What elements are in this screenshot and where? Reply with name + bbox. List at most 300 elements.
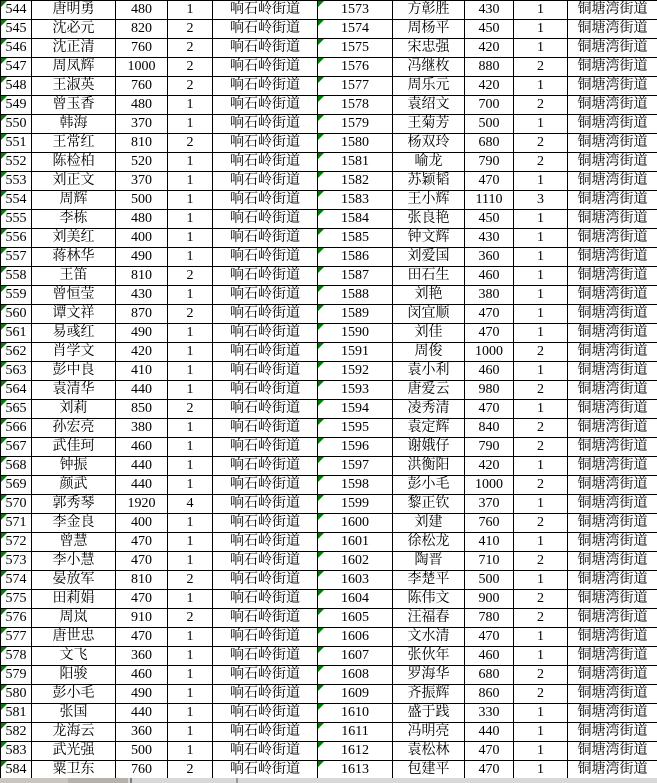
cell-id[interactable]: 544 xyxy=(1,1,32,20)
cell-count[interactable]: 2 xyxy=(168,761,213,780)
cell-name[interactable]: 周凤辉 xyxy=(32,58,116,77)
cell-district[interactable]: 响石岭街道 xyxy=(213,96,318,115)
cell-id[interactable]: 547 xyxy=(1,58,32,77)
cell-count[interactable]: 1 xyxy=(168,381,213,400)
cell-count[interactable]: 2 xyxy=(514,96,568,115)
cell-name[interactable]: 陶晋 xyxy=(393,552,465,571)
cell-name[interactable]: 周俊 xyxy=(393,343,465,362)
cell-name[interactable]: 文飞 xyxy=(32,647,116,666)
cell-name[interactable]: 陈检柏 xyxy=(32,153,116,172)
cell-district[interactable]: 响石岭街道 xyxy=(213,343,318,362)
cell-count[interactable]: 1 xyxy=(514,1,568,20)
cell-id[interactable]: 546 xyxy=(1,39,32,58)
cell-count[interactable]: 2 xyxy=(168,39,213,58)
cell-amount[interactable]: 790 xyxy=(465,438,514,457)
bottom-scrollbar-strip[interactable] xyxy=(0,778,657,783)
cell-district[interactable]: 铜塘湾街道 xyxy=(568,77,657,96)
cell-name[interactable]: 王小辉 xyxy=(393,191,465,210)
cell-id[interactable]: 1600 xyxy=(318,514,393,533)
cell-amount[interactable]: 470 xyxy=(116,533,168,552)
cell-district[interactable]: 铜塘湾街道 xyxy=(568,267,657,286)
cell-name[interactable]: 王笛 xyxy=(32,267,116,286)
cell-count[interactable]: 2 xyxy=(514,381,568,400)
cell-count[interactable]: 1 xyxy=(168,704,213,723)
cell-count[interactable]: 1 xyxy=(168,476,213,495)
cell-id[interactable]: 1598 xyxy=(318,476,393,495)
cell-amount[interactable]: 440 xyxy=(465,723,514,742)
cell-district[interactable]: 铜塘湾街道 xyxy=(568,514,657,533)
cell-id[interactable]: 1591 xyxy=(318,343,393,362)
cell-amount[interactable]: 380 xyxy=(116,419,168,438)
cell-name[interactable]: 曾恒莹 xyxy=(32,286,116,305)
cell-name[interactable]: 文水清 xyxy=(393,628,465,647)
cell-count[interactable]: 2 xyxy=(514,343,568,362)
cell-id[interactable]: 1587 xyxy=(318,267,393,286)
cell-amount[interactable]: 470 xyxy=(465,324,514,343)
cell-id[interactable]: 1575 xyxy=(318,39,393,58)
cell-count[interactable]: 1 xyxy=(514,533,568,552)
cell-amount[interactable]: 860 xyxy=(465,685,514,704)
cell-amount[interactable]: 430 xyxy=(465,229,514,248)
cell-amount[interactable]: 470 xyxy=(465,628,514,647)
cell-district[interactable]: 铜塘湾街道 xyxy=(568,229,657,248)
cell-district[interactable]: 铜塘湾街道 xyxy=(568,115,657,134)
cell-district[interactable]: 响石岭街道 xyxy=(213,39,318,58)
cell-amount[interactable]: 460 xyxy=(116,438,168,457)
cell-district[interactable]: 铜塘湾街道 xyxy=(568,723,657,742)
cell-amount[interactable]: 440 xyxy=(116,476,168,495)
cell-amount[interactable]: 360 xyxy=(116,647,168,666)
cell-name[interactable]: 李楚平 xyxy=(393,571,465,590)
cell-district[interactable]: 铜塘湾街道 xyxy=(568,571,657,590)
cell-district[interactable]: 铜塘湾街道 xyxy=(568,96,657,115)
cell-amount[interactable]: 760 xyxy=(116,77,168,96)
cell-id[interactable]: 578 xyxy=(1,647,32,666)
cell-id[interactable]: 1606 xyxy=(318,628,393,647)
cell-count[interactable]: 2 xyxy=(168,267,213,286)
cell-id[interactable]: 558 xyxy=(1,267,32,286)
cell-count[interactable]: 2 xyxy=(514,685,568,704)
cell-count[interactable]: 1 xyxy=(514,286,568,305)
cell-count[interactable]: 1 xyxy=(168,362,213,381)
cell-amount[interactable]: 430 xyxy=(116,286,168,305)
cell-name[interactable]: 张良艳 xyxy=(393,210,465,229)
cell-district[interactable]: 铜塘湾街道 xyxy=(568,400,657,419)
cell-count[interactable]: 4 xyxy=(168,495,213,514)
cell-district[interactable]: 铜塘湾街道 xyxy=(568,704,657,723)
cell-name[interactable]: 谢娥仔 xyxy=(393,438,465,457)
cell-count[interactable]: 1 xyxy=(168,191,213,210)
cell-amount[interactable]: 500 xyxy=(116,191,168,210)
cell-name[interactable]: 李金良 xyxy=(32,514,116,533)
cell-id[interactable]: 1574 xyxy=(318,20,393,39)
cell-district[interactable]: 铜塘湾街道 xyxy=(568,343,657,362)
cell-district[interactable]: 响石岭街道 xyxy=(213,666,318,685)
cell-id[interactable]: 560 xyxy=(1,305,32,324)
cell-district[interactable]: 铜塘湾街道 xyxy=(568,362,657,381)
cell-id[interactable]: 559 xyxy=(1,286,32,305)
cell-district[interactable]: 响石岭街道 xyxy=(213,134,318,153)
cell-id[interactable]: 564 xyxy=(1,381,32,400)
cell-count[interactable]: 1 xyxy=(514,210,568,229)
cell-amount[interactable]: 490 xyxy=(116,248,168,267)
cell-amount[interactable]: 790 xyxy=(465,153,514,172)
cell-amount[interactable]: 370 xyxy=(116,115,168,134)
cell-count[interactable]: 2 xyxy=(514,419,568,438)
cell-count[interactable]: 1 xyxy=(514,457,568,476)
cell-id[interactable]: 1594 xyxy=(318,400,393,419)
cell-amount[interactable]: 440 xyxy=(116,381,168,400)
cell-id[interactable]: 1583 xyxy=(318,191,393,210)
cell-district[interactable]: 响石岭街道 xyxy=(213,590,318,609)
cell-amount[interactable]: 520 xyxy=(116,153,168,172)
cell-count[interactable]: 1 xyxy=(514,761,568,780)
cell-id[interactable]: 566 xyxy=(1,419,32,438)
cell-district[interactable]: 响石岭街道 xyxy=(213,419,318,438)
cell-count[interactable]: 1 xyxy=(514,362,568,381)
cell-id[interactable]: 551 xyxy=(1,134,32,153)
cell-count[interactable]: 2 xyxy=(168,20,213,39)
cell-id[interactable]: 568 xyxy=(1,457,32,476)
cell-name[interactable]: 易彧红 xyxy=(32,324,116,343)
cell-district[interactable]: 铜塘湾街道 xyxy=(568,20,657,39)
cell-district[interactable]: 响石岭街道 xyxy=(213,286,318,305)
cell-id[interactable]: 1611 xyxy=(318,723,393,742)
cell-district[interactable]: 铜塘湾街道 xyxy=(568,476,657,495)
cell-amount[interactable]: 470 xyxy=(465,172,514,191)
cell-amount[interactable]: 850 xyxy=(116,400,168,419)
cell-id[interactable]: 574 xyxy=(1,571,32,590)
cell-amount[interactable]: 980 xyxy=(465,381,514,400)
cell-id[interactable]: 571 xyxy=(1,514,32,533)
cell-count[interactable]: 2 xyxy=(168,77,213,96)
cell-amount[interactable]: 680 xyxy=(465,134,514,153)
cell-count[interactable]: 1 xyxy=(514,704,568,723)
cell-amount[interactable]: 470 xyxy=(465,761,514,780)
cell-id[interactable]: 1590 xyxy=(318,324,393,343)
cell-name[interactable]: 彭小毛 xyxy=(32,685,116,704)
cell-id[interactable]: 581 xyxy=(1,704,32,723)
cell-count[interactable]: 1 xyxy=(168,533,213,552)
cell-district[interactable]: 铜塘湾街道 xyxy=(568,628,657,647)
cell-district[interactable]: 响石岭街道 xyxy=(213,400,318,419)
cell-id[interactable]: 1579 xyxy=(318,115,393,134)
cell-name[interactable]: 刘艳 xyxy=(393,286,465,305)
cell-district[interactable]: 铜塘湾街道 xyxy=(568,1,657,20)
cell-count[interactable]: 1 xyxy=(168,685,213,704)
cell-amount[interactable]: 440 xyxy=(116,457,168,476)
cell-district[interactable]: 响石岭街道 xyxy=(213,704,318,723)
cell-count[interactable]: 2 xyxy=(168,609,213,628)
cell-amount[interactable]: 380 xyxy=(465,286,514,305)
cell-name[interactable]: 刘佳 xyxy=(393,324,465,343)
cell-count[interactable]: 1 xyxy=(514,571,568,590)
cell-amount[interactable]: 760 xyxy=(116,39,168,58)
cell-amount[interactable]: 1000 xyxy=(465,343,514,362)
cell-district[interactable]: 铜塘湾街道 xyxy=(568,134,657,153)
cell-count[interactable]: 2 xyxy=(168,400,213,419)
cell-count[interactable]: 1 xyxy=(514,628,568,647)
cell-id[interactable]: 576 xyxy=(1,609,32,628)
cell-district[interactable]: 铜塘湾街道 xyxy=(568,552,657,571)
cell-count[interactable]: 2 xyxy=(168,134,213,153)
cell-name[interactable]: 喻龙 xyxy=(393,153,465,172)
cell-id[interactable]: 1580 xyxy=(318,134,393,153)
cell-amount[interactable]: 420 xyxy=(465,77,514,96)
cell-count[interactable]: 1 xyxy=(168,210,213,229)
cell-district[interactable]: 响石岭街道 xyxy=(213,20,318,39)
cell-district[interactable]: 响石岭街道 xyxy=(213,609,318,628)
cell-id[interactable]: 1599 xyxy=(318,495,393,514)
cell-district[interactable]: 响石岭街道 xyxy=(213,438,318,457)
cell-amount[interactable]: 420 xyxy=(465,39,514,58)
cell-id[interactable]: 1589 xyxy=(318,305,393,324)
cell-name[interactable]: 袁定辉 xyxy=(393,419,465,438)
cell-amount[interactable]: 470 xyxy=(116,552,168,571)
cell-count[interactable]: 1 xyxy=(168,647,213,666)
cell-count[interactable]: 2 xyxy=(514,552,568,571)
cell-district[interactable]: 响石岭街道 xyxy=(213,381,318,400)
cell-amount[interactable]: 810 xyxy=(116,571,168,590)
cell-id[interactable]: 584 xyxy=(1,761,32,780)
cell-amount[interactable]: 500 xyxy=(116,742,168,761)
cell-name[interactable]: 唐爱云 xyxy=(393,381,465,400)
cell-district[interactable]: 响石岭街道 xyxy=(213,495,318,514)
cell-count[interactable]: 2 xyxy=(514,590,568,609)
cell-name[interactable]: 孙宏亮 xyxy=(32,419,116,438)
cell-id[interactable]: 1602 xyxy=(318,552,393,571)
cell-count[interactable]: 1 xyxy=(168,153,213,172)
cell-amount[interactable]: 360 xyxy=(116,723,168,742)
cell-amount[interactable]: 810 xyxy=(116,267,168,286)
cell-count[interactable]: 1 xyxy=(514,77,568,96)
cell-district[interactable]: 响石岭街道 xyxy=(213,533,318,552)
cell-id[interactable]: 1608 xyxy=(318,666,393,685)
cell-name[interactable]: 凌秀清 xyxy=(393,400,465,419)
cell-id[interactable]: 1588 xyxy=(318,286,393,305)
cell-district[interactable]: 铜塘湾街道 xyxy=(568,381,657,400)
cell-amount[interactable]: 360 xyxy=(465,248,514,267)
cell-district[interactable]: 响石岭街道 xyxy=(213,305,318,324)
cell-count[interactable]: 1 xyxy=(514,248,568,267)
cell-count[interactable]: 1 xyxy=(514,742,568,761)
cell-count[interactable]: 1 xyxy=(168,343,213,362)
cell-amount[interactable]: 780 xyxy=(465,609,514,628)
cell-name[interactable]: 闵宜顺 xyxy=(393,305,465,324)
cell-id[interactable]: 556 xyxy=(1,229,32,248)
cell-count[interactable]: 1 xyxy=(168,552,213,571)
cell-district[interactable]: 铜塘湾街道 xyxy=(568,286,657,305)
cell-district[interactable]: 响石岭街道 xyxy=(213,191,318,210)
cell-amount[interactable]: 470 xyxy=(465,400,514,419)
cell-name[interactable]: 唐明勇 xyxy=(32,1,116,20)
cell-district[interactable]: 响石岭街道 xyxy=(213,172,318,191)
cell-district[interactable]: 铜塘湾街道 xyxy=(568,533,657,552)
cell-name[interactable]: 韩海 xyxy=(32,115,116,134)
cell-amount[interactable]: 820 xyxy=(116,20,168,39)
cell-name[interactable]: 曾慧 xyxy=(32,533,116,552)
cell-district[interactable]: 铜塘湾街道 xyxy=(568,39,657,58)
cell-count[interactable]: 1 xyxy=(514,723,568,742)
cell-district[interactable]: 响石岭街道 xyxy=(213,514,318,533)
cell-district[interactable]: 响石岭街道 xyxy=(213,58,318,77)
cell-amount[interactable]: 490 xyxy=(116,685,168,704)
cell-id[interactable]: 582 xyxy=(1,723,32,742)
cell-count[interactable]: 2 xyxy=(514,609,568,628)
cell-count[interactable]: 1 xyxy=(514,495,568,514)
cell-district[interactable]: 铜塘湾街道 xyxy=(568,324,657,343)
cell-id[interactable]: 1596 xyxy=(318,438,393,457)
cell-name[interactable]: 粟卫东 xyxy=(32,761,116,780)
cell-id[interactable]: 1577 xyxy=(318,77,393,96)
cell-id[interactable]: 1578 xyxy=(318,96,393,115)
cell-district[interactable]: 铜塘湾街道 xyxy=(568,457,657,476)
cell-count[interactable]: 2 xyxy=(514,58,568,77)
cell-id[interactable]: 1586 xyxy=(318,248,393,267)
cell-district[interactable]: 响石岭街道 xyxy=(213,229,318,248)
cell-amount[interactable]: 760 xyxy=(465,514,514,533)
cell-name[interactable]: 周岚 xyxy=(32,609,116,628)
cell-amount[interactable]: 330 xyxy=(465,704,514,723)
cell-id[interactable]: 583 xyxy=(1,742,32,761)
cell-amount[interactable]: 480 xyxy=(116,210,168,229)
cell-name[interactable]: 包建平 xyxy=(393,761,465,780)
cell-amount[interactable]: 480 xyxy=(116,1,168,20)
cell-name[interactable]: 沈必元 xyxy=(32,20,116,39)
cell-count[interactable]: 1 xyxy=(514,20,568,39)
cell-amount[interactable]: 420 xyxy=(116,343,168,362)
cell-name[interactable]: 彭小毛 xyxy=(393,476,465,495)
cell-name[interactable]: 徐松龙 xyxy=(393,533,465,552)
cell-count[interactable]: 1 xyxy=(514,229,568,248)
cell-count[interactable]: 2 xyxy=(514,476,568,495)
cell-name[interactable]: 刘建 xyxy=(393,514,465,533)
cell-id[interactable]: 1607 xyxy=(318,647,393,666)
cell-count[interactable]: 1 xyxy=(168,590,213,609)
cell-id[interactable]: 1593 xyxy=(318,381,393,400)
cell-amount[interactable]: 370 xyxy=(116,172,168,191)
cell-amount[interactable]: 410 xyxy=(465,533,514,552)
cell-count[interactable]: 1 xyxy=(514,324,568,343)
cell-district[interactable]: 响石岭街道 xyxy=(213,761,318,780)
cell-id[interactable]: 1584 xyxy=(318,210,393,229)
sheet-tab-segment[interactable] xyxy=(0,778,68,783)
cell-name[interactable]: 苏颖韬 xyxy=(393,172,465,191)
cell-count[interactable]: 1 xyxy=(168,628,213,647)
cell-amount[interactable]: 400 xyxy=(116,229,168,248)
cell-count[interactable]: 1 xyxy=(168,229,213,248)
cell-amount[interactable]: 410 xyxy=(116,362,168,381)
cell-id[interactable]: 561 xyxy=(1,324,32,343)
cell-amount[interactable]: 910 xyxy=(116,609,168,628)
cell-amount[interactable]: 370 xyxy=(465,495,514,514)
cell-name[interactable]: 方彰胜 xyxy=(393,1,465,20)
cell-name[interactable]: 武光强 xyxy=(32,742,116,761)
cell-amount[interactable]: 470 xyxy=(465,305,514,324)
cell-district[interactable]: 响石岭街道 xyxy=(213,77,318,96)
cell-count[interactable]: 1 xyxy=(168,96,213,115)
cell-amount[interactable]: 760 xyxy=(116,761,168,780)
cell-amount[interactable]: 480 xyxy=(116,96,168,115)
cell-count[interactable]: 1 xyxy=(514,267,568,286)
cell-name[interactable]: 王常红 xyxy=(32,134,116,153)
cell-district[interactable]: 响石岭街道 xyxy=(213,476,318,495)
cell-district[interactable]: 铜塘湾街道 xyxy=(568,191,657,210)
cell-id[interactable]: 554 xyxy=(1,191,32,210)
cell-name[interactable]: 陈伟文 xyxy=(393,590,465,609)
cell-name[interactable]: 钟振 xyxy=(32,457,116,476)
cell-id[interactable]: 1592 xyxy=(318,362,393,381)
cell-name[interactable]: 洪衡阳 xyxy=(393,457,465,476)
cell-district[interactable]: 铜塘湾街道 xyxy=(568,590,657,609)
cell-count[interactable]: 1 xyxy=(514,647,568,666)
cell-district[interactable]: 铜塘湾街道 xyxy=(568,153,657,172)
cell-name[interactable]: 晏放军 xyxy=(32,571,116,590)
cell-amount[interactable]: 470 xyxy=(465,742,514,761)
cell-count[interactable]: 3 xyxy=(514,191,568,210)
cell-name[interactable]: 沈正清 xyxy=(32,39,116,58)
cell-district[interactable]: 响石岭街道 xyxy=(213,362,318,381)
cell-name[interactable]: 肖学文 xyxy=(32,343,116,362)
cell-name[interactable]: 宋忠强 xyxy=(393,39,465,58)
cell-name[interactable]: 张国 xyxy=(32,704,116,723)
cell-count[interactable]: 1 xyxy=(168,666,213,685)
cell-id[interactable]: 1601 xyxy=(318,533,393,552)
cell-amount[interactable]: 460 xyxy=(465,647,514,666)
cell-amount[interactable]: 470 xyxy=(116,628,168,647)
cell-count[interactable]: 1 xyxy=(168,115,213,134)
cell-district[interactable]: 铜塘湾街道 xyxy=(568,419,657,438)
cell-id[interactable]: 573 xyxy=(1,552,32,571)
cell-district[interactable]: 铜塘湾街道 xyxy=(568,761,657,780)
cell-district[interactable]: 铜塘湾街道 xyxy=(568,210,657,229)
cell-amount[interactable]: 880 xyxy=(465,58,514,77)
cell-name[interactable]: 刘美红 xyxy=(32,229,116,248)
cell-name[interactable]: 袁清华 xyxy=(32,381,116,400)
cell-name[interactable]: 曾玉香 xyxy=(32,96,116,115)
cell-id[interactable]: 555 xyxy=(1,210,32,229)
cell-amount[interactable]: 840 xyxy=(465,419,514,438)
cell-id[interactable]: 1613 xyxy=(318,761,393,780)
cell-id[interactable]: 570 xyxy=(1,495,32,514)
cell-name[interactable]: 谭文祥 xyxy=(32,305,116,324)
cell-district[interactable]: 响石岭街道 xyxy=(213,324,318,343)
cell-amount[interactable]: 500 xyxy=(465,571,514,590)
cell-amount[interactable]: 810 xyxy=(116,134,168,153)
cell-district[interactable]: 响石岭街道 xyxy=(213,210,318,229)
cell-amount[interactable]: 1110 xyxy=(465,191,514,210)
cell-id[interactable]: 577 xyxy=(1,628,32,647)
cell-count[interactable]: 1 xyxy=(168,742,213,761)
cell-count[interactable]: 1 xyxy=(168,723,213,742)
cell-id[interactable]: 557 xyxy=(1,248,32,267)
cell-count[interactable]: 1 xyxy=(514,305,568,324)
cell-name[interactable]: 周辉 xyxy=(32,191,116,210)
cell-amount[interactable]: 420 xyxy=(465,457,514,476)
cell-count[interactable]: 1 xyxy=(514,115,568,134)
cell-id[interactable]: 1582 xyxy=(318,172,393,191)
cell-name[interactable]: 黎正钦 xyxy=(393,495,465,514)
cell-name[interactable]: 刘莉 xyxy=(32,400,116,419)
cell-count[interactable]: 2 xyxy=(168,571,213,590)
cell-name[interactable]: 冯继枚 xyxy=(393,58,465,77)
cell-name[interactable]: 杨双玲 xyxy=(393,134,465,153)
cell-name[interactable]: 刘正文 xyxy=(32,172,116,191)
cell-name[interactable]: 周杨平 xyxy=(393,20,465,39)
cell-count[interactable]: 2 xyxy=(514,153,568,172)
cell-amount[interactable]: 870 xyxy=(116,305,168,324)
cell-id[interactable]: 569 xyxy=(1,476,32,495)
